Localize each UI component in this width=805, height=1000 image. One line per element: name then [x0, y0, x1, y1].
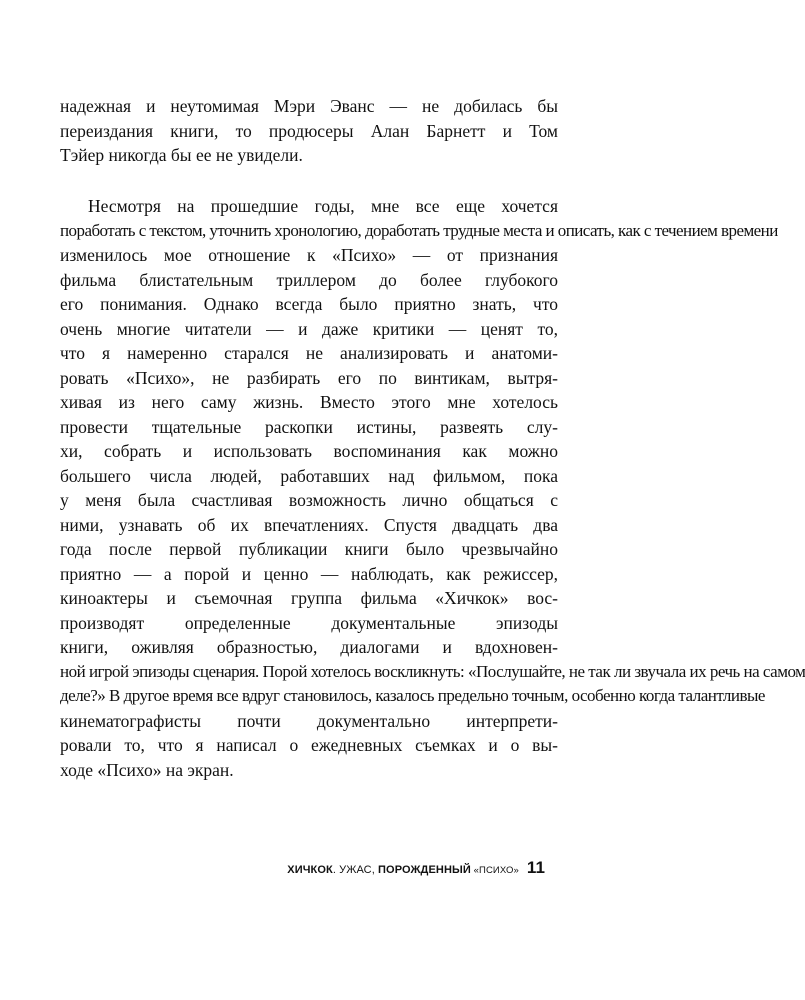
page-number: 11 [526, 858, 545, 877]
text-line: ровали то, что я написал о ежедневных съемках и о вы- [60, 735, 558, 755]
footer-title-part: ХИЧКОК [287, 864, 333, 876]
text-line: изменилось мое отношение к «Психо» — от признания [60, 245, 558, 265]
text-line: Несмотря на прошедшие годы, мне все еще хочется [88, 196, 558, 216]
text-line: ровать «Психо», не разбирать его по винтикам, вытря- [60, 367, 558, 388]
text-line: ной игрой эпизоды сценария. Порой хотелось воскликнуть: «Послушайте, не так ли звучала их речь на самом [60, 661, 805, 681]
footer-title-separator: . УЖАС, [332, 864, 379, 876]
text-line: провести тщательные раскопки истины, развеять слу- [60, 416, 558, 437]
text-line: кинематографисты почти документально интерпрети- [60, 710, 558, 731]
text-line: деле?» В другое время все вдруг становилось, казалось предельно точным, особенно когда талантливые [60, 686, 765, 705]
text-line: хи, собрать и использовать воспоминания как можно [60, 441, 558, 461]
text-line: фильма блистательным триллером до более глубокого [60, 269, 558, 290]
paragraph-continuation [60, 94, 558, 168]
text-line: производят определенные документальные эпизоды [60, 612, 558, 633]
text-line: книги, оживляя образностью, диалогами и вдохновен- [60, 637, 558, 657]
text-line: очень многие читатели — и даже критики — ценят то, [60, 318, 558, 339]
text-line: приятно — а порой и ценно — наблюдать, как режиссер, [60, 563, 558, 584]
text-line: большего числа людей, работавших над фильмом, пока [60, 465, 558, 486]
text-line: Тэйер никогда бы ее не увидели. [60, 145, 303, 165]
running-footer [287, 858, 545, 878]
text-line: киноактеры и съемочная группа фильма «Хичкок» вос- [60, 588, 558, 608]
text-line: года после первой публикации книги было чрезвычайно [60, 539, 558, 559]
text-line: его понимания. Однако всегда было приятно знать, что [60, 294, 558, 314]
text-line: что я намеренно старался не анализировать и анатоми- [60, 343, 558, 363]
text-line: ходе «Психо» на экран. [60, 759, 234, 780]
text-line: переиздания книги, то продюсеры Алан Барнетт и Том [60, 120, 558, 141]
footer-title-part: ПОРОЖДЕННЫЙ [378, 864, 471, 876]
text-line: у меня была счастливая возможность лично общаться с [60, 490, 558, 510]
footer-title-quote: «ПСИХО» [470, 865, 519, 876]
text-line: ними, узнавать об их впечатлениях. Спустя двадцать два [60, 514, 558, 535]
text-line: поработать с текстом, уточнить хронологию, доработать трудные места и описать, как с течением времени [60, 220, 778, 240]
text-line: хивая из него саму жизнь. Вместо этого мне хотелось [60, 392, 558, 412]
paragraph-main [60, 194, 805, 782]
text-line: надежная и неутомимая Мэри Эванс — не добилась бы [60, 96, 558, 116]
